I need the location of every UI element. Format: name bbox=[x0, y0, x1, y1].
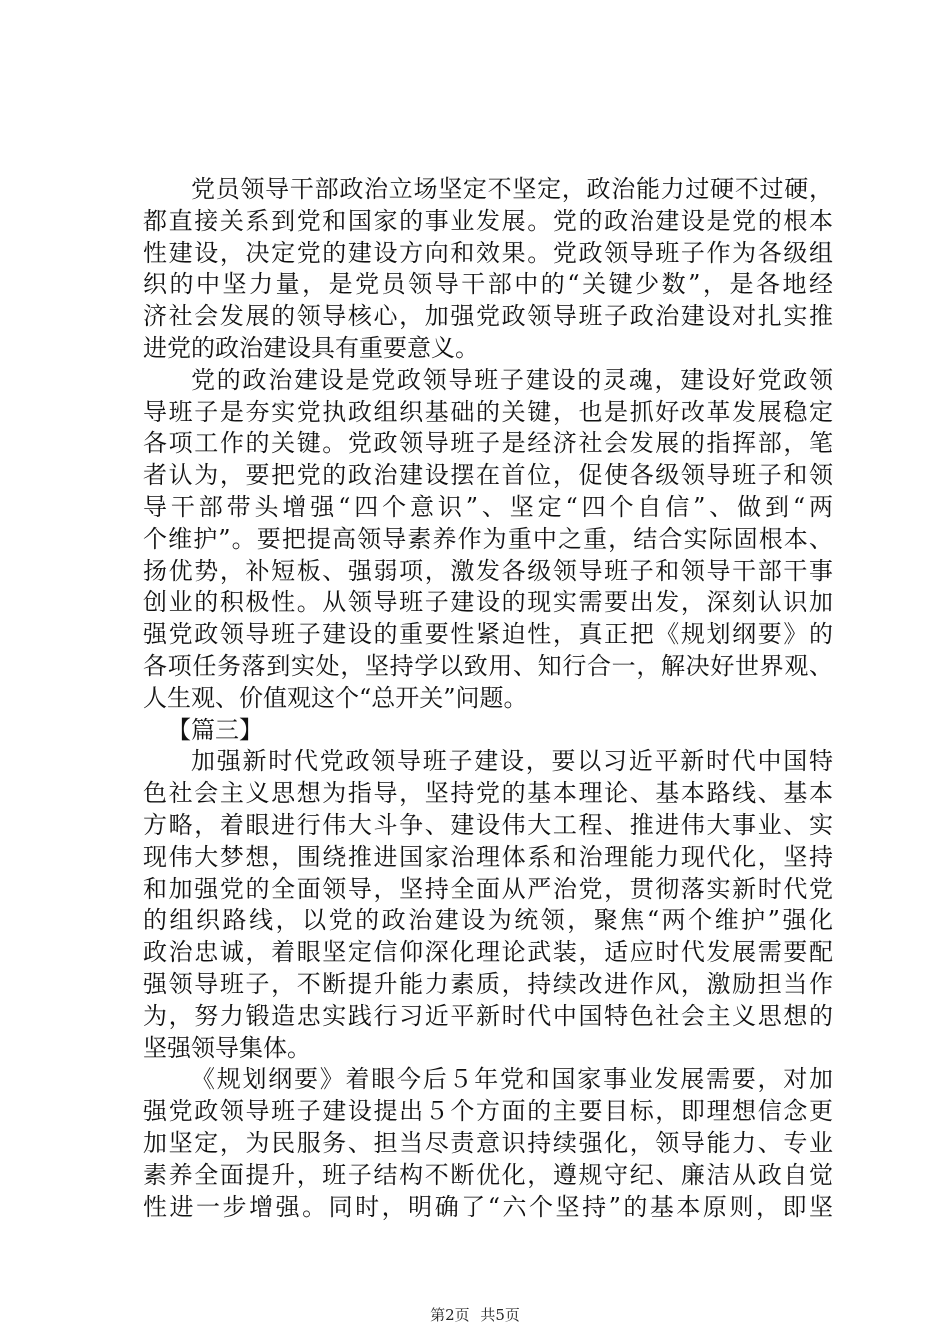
section-heading: 【篇三】 bbox=[167, 715, 263, 744]
paragraph-3-line: 色社会主义思想为指导，坚持党的基本理论、基本路线、基本 bbox=[143, 779, 833, 808]
paragraph-2-line: 者认为，要把党的政治建设摆在首位，促使各级领导班子和领 bbox=[143, 461, 833, 490]
paragraph-3-line: 和加强党的全面领导，坚持全面从严治党，贯彻落实新时代党 bbox=[143, 874, 833, 903]
paragraph-3-line: 坚强领导集体。 bbox=[143, 1033, 311, 1062]
page-footer bbox=[0, 1305, 950, 1325]
paragraph-4-line: 加坚定，为民服务、担当尽责意识持续强化，领导能力、专业 bbox=[143, 1128, 833, 1157]
paragraph-2-line: 扬优势，补短板、强弱项，激发各级领导班子和领导干部干事 bbox=[143, 556, 833, 585]
paragraph-4-line: 《规划纲要》着眼今后５年党和国家事业发展需要，对加 bbox=[191, 1065, 833, 1094]
paragraph-2-line: 强党政领导班子建设的重要性紧迫性，真正把《规划纲要》的 bbox=[143, 620, 833, 649]
paragraph-2-line: 党的政治建设是党政领导班子建设的灵魂，建设好党政领 bbox=[191, 365, 833, 394]
paragraph-1-line: 济社会发展的领导核心，加强党政领导班子政治建设对扎实推 bbox=[143, 302, 833, 331]
paragraph-1-line: 性建设，决定党的建设方向和效果。党政领导班子作为各级组 bbox=[143, 238, 833, 267]
paragraph-2-line: 各项工作的关键。党政领导班子是经济社会发展的指挥部，笔 bbox=[143, 429, 833, 458]
paragraph-3-line: 政治忠诚，着眼坚定信仰深化理论武装，适应时代发展需要配 bbox=[143, 938, 833, 967]
paragraph-4-line: 强党政领导班子建设提出５个方面的主要目标，即理想信念更 bbox=[143, 1097, 833, 1126]
paragraph-3-line: 强领导班子，不断提升能力素质，持续改进作风，激励担当作 bbox=[143, 969, 833, 998]
paragraph-4-line: 性进一步增强。同时，明确了“六个坚持”的基本原则，即坚 bbox=[143, 1192, 833, 1221]
paragraph-1-line: 织的中坚力量，是党员领导干部中的“关键少数”，是各地经 bbox=[143, 270, 833, 299]
paragraph-2-line: 个维护”。要把提高领导素养作为重中之重，结合实际固根本、 bbox=[143, 524, 833, 553]
paragraph-3-line: 加强新时代党政领导班子建设，要以习近平新时代中国特 bbox=[191, 747, 833, 776]
page-number: 第2页 bbox=[430, 1306, 470, 1324]
paragraph-3-line: 的组织路线，以党的政治建设为统领，聚焦“两个维护”强化 bbox=[143, 906, 833, 935]
paragraph-1-line: 党员领导干部政治立场坚定不坚定，政治能力过硬不过硬， bbox=[191, 175, 833, 203]
paragraph-3-line: 方略，着眼进行伟大斗争、建设伟大工程、推进伟大事业、实 bbox=[143, 810, 833, 839]
paragraph-2-line: 人生观、价值观这个“总开关”问题。 bbox=[143, 683, 528, 712]
paragraph-4-line: 素养全面提升，班子结构不断优化，遵规守纪、廉洁从政自觉 bbox=[143, 1160, 833, 1189]
document-body bbox=[143, 174, 833, 1223]
paragraph-2-line: 导班子是夯实党执政组织基础的关键，也是抓好改革发展稳定 bbox=[143, 397, 833, 426]
paragraph-2-line: 各项任务落到实处，坚持学以致用、知行合一，解决好世界观、 bbox=[143, 651, 833, 680]
paragraph-3-line: 为，努力锻造忠实践行习近平新时代中国特色社会主义思想的 bbox=[143, 1001, 833, 1030]
paragraph-3-line: 现伟大梦想，围绕推进国家治理体系和治理能力现代化，坚持 bbox=[143, 842, 833, 871]
page-total: 共5页 bbox=[480, 1306, 520, 1324]
paragraph-1-line: 进党的政治建设具有重要意义。 bbox=[143, 333, 479, 362]
paragraph-2-line: 创业的积极性。从领导班子建设的现实需要出发，深刻认识加 bbox=[143, 588, 833, 617]
paragraph-1-line: 都直接关系到党和国家的事业发展。党的政治建设是党的根本 bbox=[143, 206, 833, 235]
paragraph-2-line: 导干部带头增强“四个意识”、坚定“四个自信”、做到“两 bbox=[143, 492, 833, 521]
